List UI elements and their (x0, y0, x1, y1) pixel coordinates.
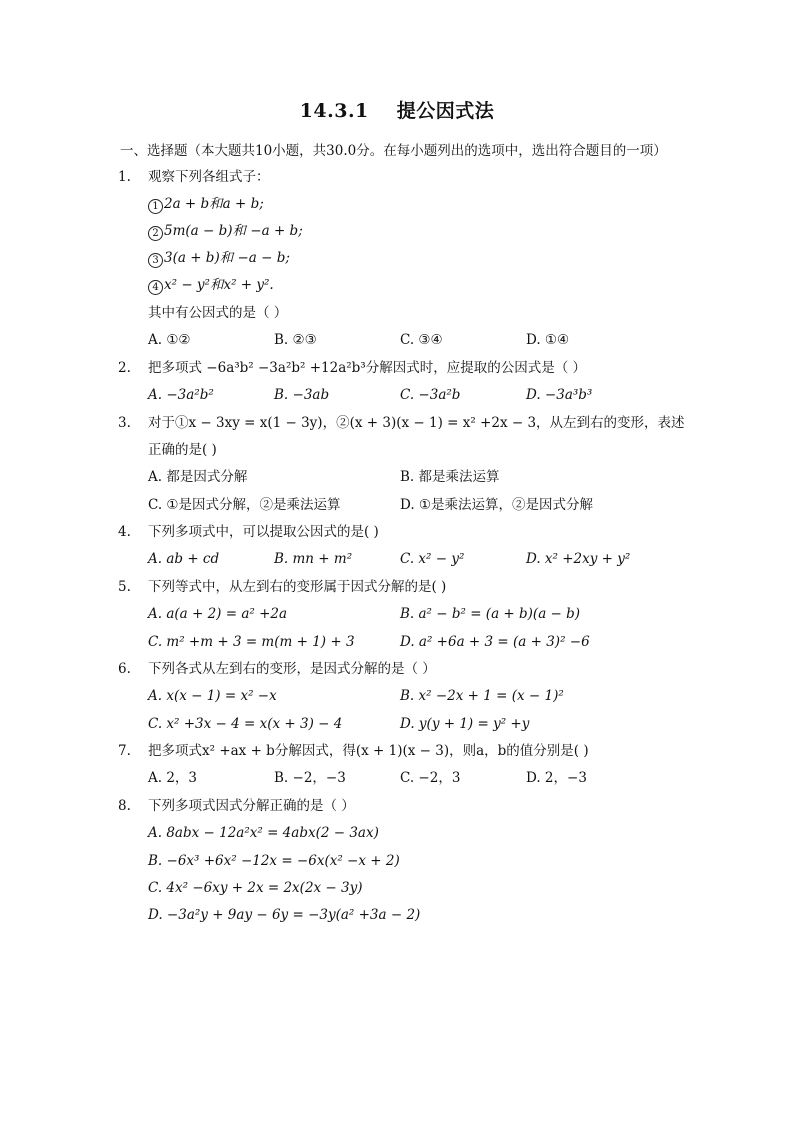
circled-two-icon: 2 (148, 226, 163, 241)
q5-stem: 下列等式中，从左到右的变形属于因式分解的是( ) (148, 579, 447, 595)
q7-option-c[interactable]: C. −2，3 (400, 770, 461, 786)
q8-option-d[interactable]: D. −3a²y + 9ay − 6y = −3y(a² +3a − 2) (148, 907, 421, 923)
circled-one-icon: 1 (148, 199, 163, 214)
q1-item-1: 1 2a + b和a + b; (148, 195, 264, 214)
q4-option-c[interactable]: C. x² − y² (400, 551, 465, 567)
q1-option-d[interactable]: D. ①④ (526, 332, 570, 348)
q4-option-d[interactable]: D. x² +2xy + y² (526, 551, 631, 567)
q1-number: 1. (118, 169, 131, 185)
q2-option-c[interactable]: C. −3a²b (400, 387, 461, 403)
q3-option-c[interactable]: C. ①是因式分解，②是乘法运算 (148, 497, 341, 513)
q1-ask: 其中有公因式的是（ ） (148, 305, 288, 321)
circled-four-icon: 4 (148, 280, 163, 295)
q2-option-b[interactable]: B. −3ab (274, 387, 330, 403)
q5-number: 5. (118, 579, 131, 595)
q6-option-b[interactable]: B. x² −2x + 1 = (x − 1)² (400, 688, 564, 704)
q2-option-a[interactable]: A. −3a²b² (148, 387, 214, 403)
q3-stem-line-1: 对于①x − 3xy = x(1 − 3y)，②(x + 3)(x − 1) = x² +2x − 3，从左到右的变形，表述 (148, 415, 685, 431)
q6-option-d[interactable]: D. y(y + 1) = y² +y (400, 716, 530, 732)
q1-stem: 观察下列各组式子： (148, 169, 270, 185)
q4-number: 4. (118, 524, 131, 540)
q1-option-b[interactable]: B. ②③ (274, 332, 317, 348)
q1-option-a[interactable]: A. ①② (148, 332, 191, 348)
title-number: 14.3.1 (299, 100, 369, 122)
q8-option-b[interactable]: B. −6x³ +6x² −12x = −6x(x² −x + 2) (148, 853, 400, 869)
q7-stem: 把多项式x² +ax + b分解因式，得(x + 1)(x − 3)，则a，b的值分别是( ) (148, 743, 589, 759)
q6-option-c[interactable]: C. x² +3x − 4 = x(x + 3) − 4 (148, 716, 343, 732)
q7-option-d[interactable]: D. 2，−3 (526, 770, 587, 786)
q8-number: 8. (118, 798, 131, 814)
title-text: 提公因式法 (396, 100, 495, 122)
q3-number: 3. (118, 415, 131, 431)
q4-stem: 下列多项式中，可以提取公因式的是( ) (148, 524, 379, 540)
page-title (0, 96, 794, 123)
q2-stem: 把多项式 −6a³b² −3a²b² +12a²b³分解因式时，应提取的公因式是（ ） (148, 360, 586, 376)
q8-option-c[interactable]: C. 4x² −6xy + 2x = 2x(2x − 3y) (148, 880, 363, 896)
circled-three-icon: 3 (148, 253, 163, 268)
q8-option-a[interactable]: A. 8abx − 12a²x² = 4abx(2 − 3ax) (148, 825, 379, 841)
q7-option-b[interactable]: B. −2，−3 (274, 770, 346, 786)
q5-option-a[interactable]: A. a(a + 2) = a² +2a (148, 606, 288, 622)
q6-option-a[interactable]: A. x(x − 1) = x² −x (148, 688, 277, 704)
q3-option-a[interactable]: A. 都是因式分解 (148, 469, 248, 485)
q7-option-a[interactable]: A. 2，3 (148, 770, 198, 786)
q5-option-d[interactable]: D. a² +6a + 3 = (a + 3)² −6 (400, 634, 590, 650)
section-heading: 一、选择题（本大题共10小题，共30.0分。在每小题列出的选项中，选出符合题目的一项） (120, 143, 667, 159)
q1-item-2: 2 5m(a − b)和 −a + b; (148, 222, 303, 241)
q2-option-d[interactable]: D. −3a³b³ (526, 387, 593, 403)
q5-option-c[interactable]: C. m² +m + 3 = m(m + 1) + 3 (148, 634, 355, 650)
q1-item-4: 4 x² − y²和x² + y². (148, 276, 274, 295)
q3-option-b[interactable]: B. 都是乘法运算 (400, 469, 500, 485)
q1-option-c[interactable]: C. ③④ (400, 332, 443, 348)
q4-option-a[interactable]: A. ab + cd (148, 551, 220, 567)
q4-option-b[interactable]: B. mn + m² (274, 551, 353, 567)
q3-stem-line-2: 正确的是( ) (148, 442, 217, 458)
q8-stem: 下列多项式因式分解正确的是（ ） (148, 798, 355, 814)
q1-item-3: 3 3(a + b)和 −a − b; (148, 249, 290, 268)
q3-option-d[interactable]: D. ①是乘法运算，②是因式分解 (400, 497, 594, 513)
q5-option-b[interactable]: B. a² − b² = (a + b)(a − b) (400, 606, 581, 622)
q6-stem: 下列各式从左到右的变形，是因式分解的是（ ） (148, 661, 436, 677)
q7-number: 7. (118, 743, 131, 759)
q2-number: 2. (118, 360, 131, 376)
q6-number: 6. (118, 661, 131, 677)
